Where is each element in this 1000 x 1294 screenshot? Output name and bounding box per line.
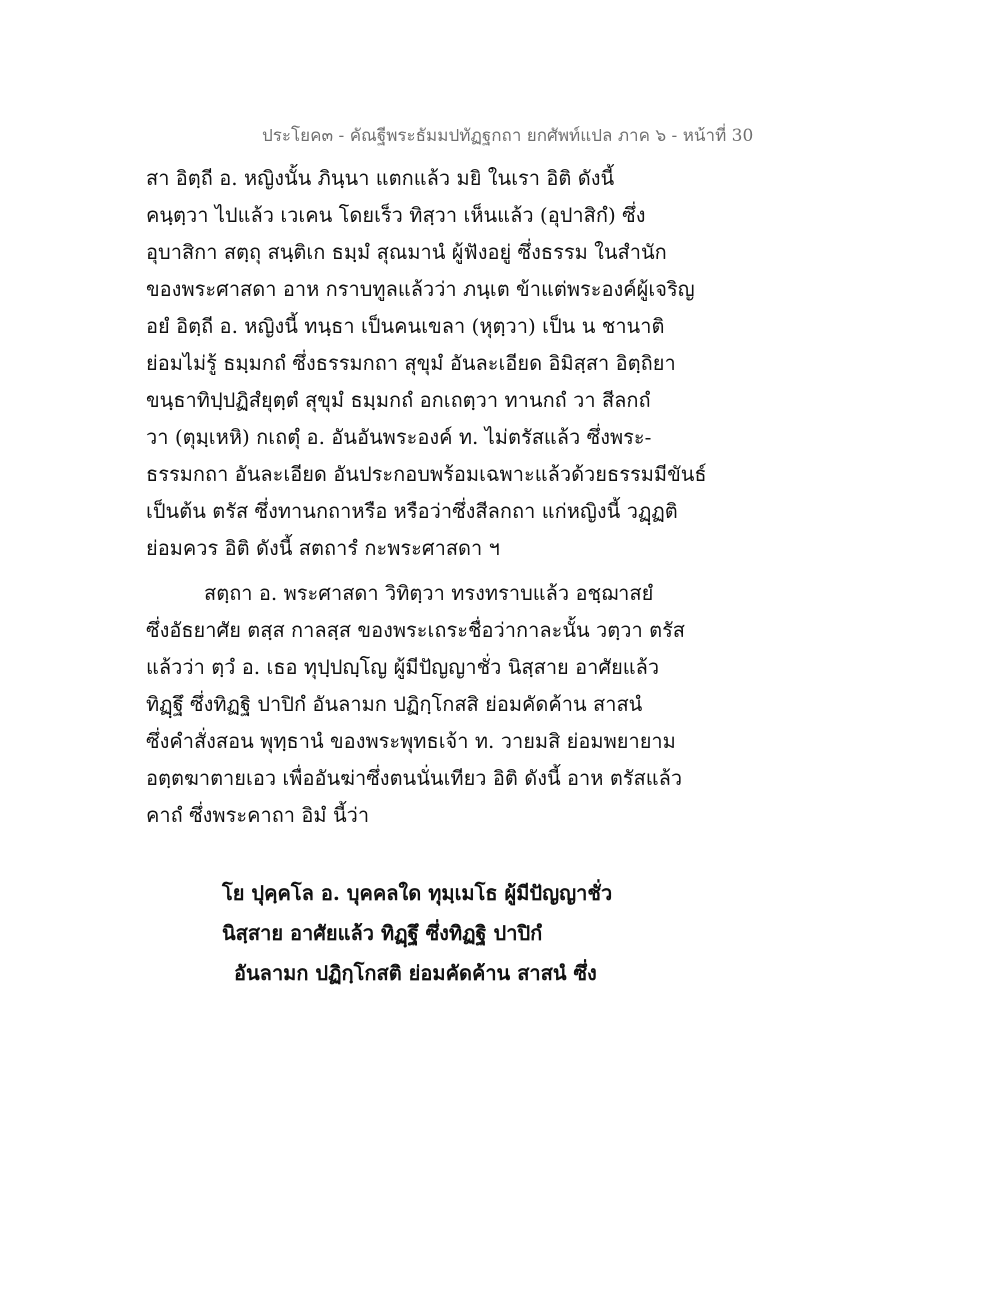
paragraph-1-line-5: อยํ อิตฺถี อ. หญิงนี้ ทนฺธา เป็นคนเขลา (หุตฺวา) เป็น น ชานาติ [146,314,665,338]
body-text [146,160,766,834]
paragraph-1-line-6: ย่อมไม่รู้ ธมฺมกถํ ซึ่งธรรมกถา สุขุมํ อันละเอียด อิมิสฺสา อิตฺถิยา [146,351,676,375]
paragraph-1-line-8: วา (ตุมฺเหหิ) กเถตุํ อ. อันอันพระองค์ ท. ไม่ตรัสแล้ว ซึ่งพระ- [146,425,652,449]
paragraph-2-line-7: คาถํ ซึ่งพระคาถา อิมํ นี้ว่า [146,803,370,827]
paragraph-1-line-1: สา อิตฺถี อ. หญิงนั้น ภินฺนา แตกแล้ว มยิ ในเรา อิติ ดังนี้ [146,166,615,190]
paragraph-1-line-11: ย่อมควร อิติ ดังนี้ สตถารํ กะพระศาสดา ฯ [146,536,500,560]
paragraph-2-line-5: ซึ่งคำสั่งสอน พุทฺธานํ ของพระพุทธเจ้า ท. วายมสิ ย่อมพยายาม [146,729,676,753]
paragraph-1-line-10: เป็นต้น ตรัส ซึ่งทานกถาหรือ หรือว่าซึ่งสีลกถา แก่หญิงนี้ วฏฺฏติ [146,499,678,523]
paragraph-2-line-1: สตฺถา อ. พระศาสดา วิทิตฺวา ทรงทราบแล้ว อชฺฌาสยํ [204,581,654,605]
paragraph-2-line-3: แล้วว่า ตฺวํ อ. เธอ ทุปฺปญฺโญ ผู้มีปัญญาชั่ว นิสฺสาย อาศัยแล้ว [146,655,660,679]
verse-line-2: นิสฺสาย อาศัยแล้ว ทิฏฺฐึ ซึ่งทิฏฐิ ปาปิกํ [222,921,543,945]
verse-line-1: โย ปุคฺคโล อ. บุคคลใด ทุมฺเมโธ ผู้มีปัญญาชั่ว [222,881,613,905]
verse-block [222,873,742,993]
paragraph-2-line-4: ทิฏฺฐึ ซึ่งทิฏฐิ ปาปิกํ อันลามก ปฏิกฺโกสสิ ย่อมคัดค้าน สาสนํ [146,692,643,716]
paragraph-1-line-9: ธรรมกถา อันละเอียด อันประกอบพร้อมเฉพาะแล้วด้วยธรรมมีขันธ์ [146,462,707,486]
paragraph-1-line-3: อุบาสิกา สตฺถุ สนฺติเก ธมฺมํ สุณมานํ ผู้ฟังอยู่ ซึ่งธรรม ในสำนัก [146,240,667,264]
paragraph-2-line-2: ซึ่งอัธยาศัย ตสฺส กาลสฺส ของพระเถระชื่อว่ากาละนั้น วตฺวา ตรัส [146,618,686,642]
paragraph-1-line-2: คนฺตฺวา ไปแล้ว เวเคน โดยเร็ว ทิสฺวา เห็นแล้ว (อุปาสิกํ) ซึ่ง [146,203,646,227]
paragraph-gap [146,567,766,575]
paragraph-1-line-4: ของพระศาสดา อาห กราบทูลแล้วว่า ภนฺเต ข้าแต่พระองค์ผู้เจริญ [146,277,695,301]
page-header: ประโยค๓ - คัณฐีพระธัมมปทัฏฐกถา ยกศัพท์แปล ภาค ๖ - หน้าที่ 30 [262,126,754,146]
verse-line-3: อันลามก ปฏิกฺโกสติ ย่อมคัดค้าน สาสนํ ซึ่ง [234,961,597,985]
paragraph-1-line-7: ขนฺธาทิปฺปฏิสํยุตฺตํ สุขุมํ ธมฺมกถํ อกเถตฺวา ทานกถํ วา สีลกถํ [146,388,651,412]
paragraph-2-line-6: อตฺตฆาตายเอว เพื่ออันฆ่าซึ่งตนนั่นเทียว อิติ ดังนี้ อาห ตรัสแล้ว [146,766,683,790]
